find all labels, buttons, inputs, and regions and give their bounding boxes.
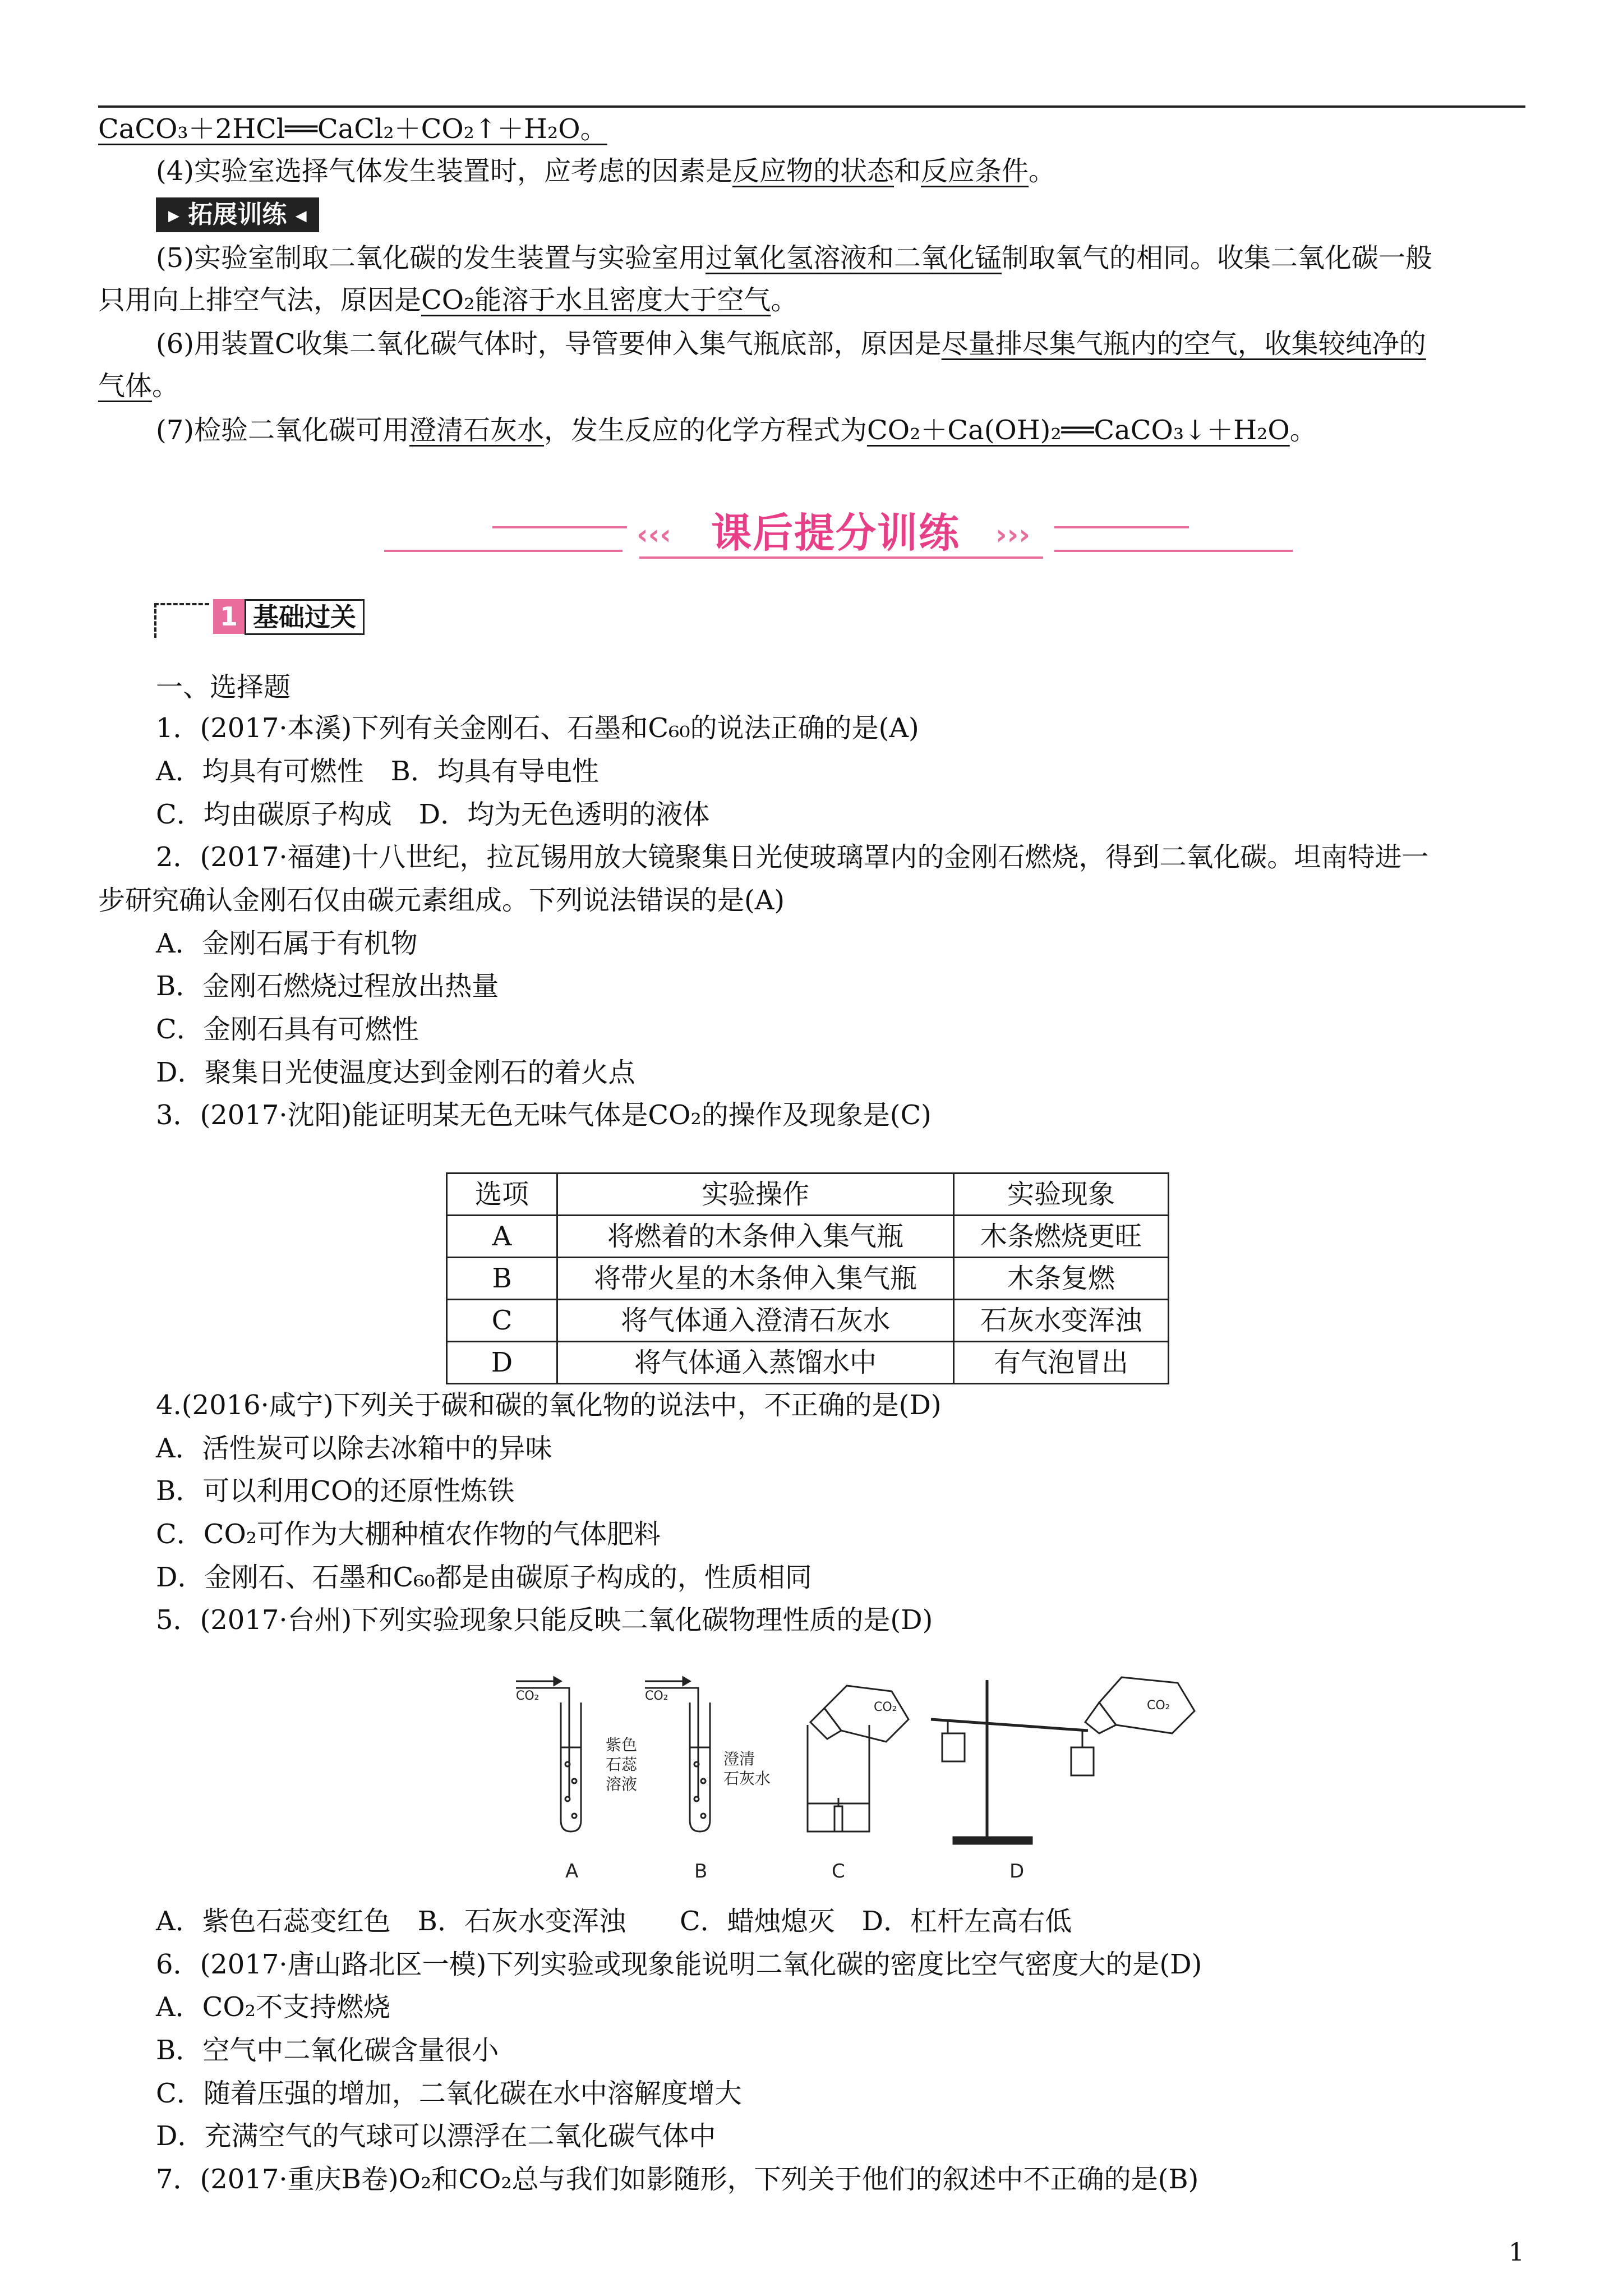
q4-option-a: A．活性炭可以除去冰箱中的异味 [156,1433,552,1464]
bubble [565,1762,570,1766]
q7-answer-1: 澄清石灰水 [409,415,545,446]
table-row [447,1216,1169,1258]
lever-beam [931,1719,1088,1731]
level-number: 1 [213,599,245,634]
extension-training-badge [156,197,319,232]
triangle-right-icon: ▶ [168,208,179,224]
q6-answer-cont: 气体 [98,370,153,402]
q6-option-b: B．空气中二氧化碳含量很小 [156,2035,499,2066]
bubble [701,1814,706,1818]
question-6: 6．(2017·唐山路北区一模)下列实验或现象能说明二氧化碳的密度比空气密度大的是(D) [156,1949,1202,1980]
table-cell: 将气体通入澄清石灰水 [557,1300,954,1342]
test-tube [561,1703,581,1832]
co2-label-b: CO₂ [645,1689,668,1703]
q7-answer-2: CO₂＋Ca(OH)₂══CaCO₃↓＋H₂O [867,415,1290,446]
q6-end: 。 [152,370,179,402]
caption-c: C [832,1860,845,1883]
title-line-left-1 [492,526,627,528]
q6-option-a: A．CO₂不支持燃烧 [156,1991,390,2023]
bubble [565,1797,570,1801]
table-cell: 将气体通入蒸馏水中 [557,1342,954,1384]
table-cell: 将带火星的木条伸入集气瓶 [557,1258,954,1300]
table-cell: 木条复燃 [954,1258,1169,1300]
q1-options-cd: C．均由碳原子构成 D．均为无色透明的液体 [156,799,710,830]
question-6-line-1 [156,327,1426,361]
q4-mid: 和 [894,155,921,187]
part-title: 一、选择题 [156,671,291,703]
question-5: 5．(2017·台州)下列实验现象只能反映二氧化碳物理性质的是(D) [156,1604,933,1636]
question-6-line-2 [98,369,179,403]
co2-label-c: CO₂ [874,1700,897,1714]
question-4: 4.(2016·咸宁)下列关于碳和碳的氧化物的说法中，不正确的是(D) [156,1389,942,1421]
q7-text: (7)检验二氧化碳可用 [156,415,409,446]
q2-option-b: B．金刚石燃烧过程放出热量 [156,970,499,1002]
table-header: 选项 [447,1174,557,1216]
chevron-left-icon: ‹‹‹ [637,518,671,551]
q4-end: 。 [1029,155,1056,187]
q1-options-ab: A．均具有可燃性 B．均具有导电性 [156,756,599,787]
q5-text: (5)实验室制取二氧化碳的发生装置与实验室用 [156,242,706,274]
liquid-label-a-2: 石蕊 [606,1755,638,1774]
q6-text: (6)用装置C收集二氧化碳气体时，导管要伸入集气瓶底部，原因是 [156,328,942,360]
beaker [808,1725,869,1832]
section-title: 课后提分训练 [711,509,960,556]
table-cell: A [447,1216,557,1258]
q5-mid: 制取氧气的相同。收集二氧化碳一般 [1002,242,1433,274]
badge-label: 拓展训练 [188,200,287,229]
liquid-label-a-1: 紫色 [606,1736,638,1754]
co2-label-a: CO₂ [516,1689,540,1703]
table-row [447,1300,1169,1342]
q4-option-d: D．金刚石、石墨和C₆₀都是由碳原子构成的，性质相同 [156,1562,812,1593]
q4-option-c: C．CO₂可作为大棚种植农作物的气体肥料 [156,1519,661,1550]
question-4-line [156,154,1055,188]
bubble [572,1814,577,1818]
q6-answer: 尽量排尽集气瓶内的空气，收集较纯净的 [941,328,1426,360]
level-dashed-left [154,603,156,638]
question-2-line-2: 步研究确认金刚石仅由碳元素组成。下列说法错误的是(A) [98,885,785,916]
q4-text: (4)实验室选择气体发生装置时，应考虑的因素是 [156,155,732,187]
table-row [447,1258,1169,1300]
level-dashed-top [154,603,209,605]
q4-answer-2: 反应条件 [921,155,1029,187]
q5-answer-2: CO₂能溶于水且密度大于空气 [421,284,771,316]
stand-base [953,1837,1032,1844]
caption-a: A [565,1860,579,1883]
table-cell: 有气泡冒出 [954,1342,1169,1384]
q6-option-c: C．随着压强的增加，二氧化碳在水中溶解度增大 [156,2078,742,2109]
question-2-line-1: 2．(2017·福建)十八世纪，拉瓦锡用放大镜聚集日光使玻璃罩内的金刚石燃烧，得到二氧化碳。坦南特进一 [156,841,1429,873]
co2-experiment-figure [505,1669,1211,1893]
candle [834,1806,842,1832]
table-row [447,1342,1169,1384]
question-7-line [156,413,1317,447]
co2-label-d: CO₂ [1147,1699,1170,1713]
q5-options: A．紫色石蕊变红色 B．石灰水变浑浊 C．蜡烛熄灭 D．杠杆左高右低 [156,1906,1072,1937]
q3-options-table [446,1172,1169,1384]
q6-option-d: D．充满空气的气球可以漂浮在二氧化碳气体中 [156,2120,716,2152]
question-1: 1．(2017·本溪)下列有关金刚石、石墨和C₆₀的说法正确的是(A) [156,712,919,744]
level-label: 基础过关 [245,599,365,635]
bubble [694,1797,699,1801]
q2-option-d: D．聚集日光使温度达到金刚石的着火点 [156,1057,635,1088]
chevron-right-icon: ››› [995,518,1030,551]
test-tube [690,1703,710,1832]
left-cup [942,1733,965,1761]
title-line-right-2 [1054,550,1293,552]
bubble [701,1779,706,1783]
bottle-neck [810,1708,841,1739]
q5-end: 。 [771,284,798,316]
caption-d: D [1009,1860,1025,1883]
question-5-line-2 [98,283,797,317]
caption-b: B [694,1860,708,1883]
right-cup [1071,1747,1094,1775]
table-cell: 将燃着的木条伸入集气瓶 [557,1216,954,1258]
table-header: 实验现象 [954,1174,1169,1216]
liquid-label-a-3: 溶液 [606,1775,638,1793]
arrow-head-icon [683,1677,690,1685]
q5-answer-1: 过氧化氢溶液和二氧化锰 [706,242,1002,274]
table-header-row [447,1174,1169,1216]
top-rule [98,105,1525,108]
question-5-line-1 [156,241,1432,275]
equation-line [98,112,607,146]
arrow-head-icon [554,1677,561,1685]
q7-mid: ，发生反应的化学方程式为 [544,415,868,446]
caco3-equation: CaCO₃＋2HCl══CaCl₂＋CO₂↑＋H₂O。 [98,113,607,145]
q2-option-c: C．金刚石具有可燃性 [156,1014,419,1045]
q2-option-a: A．金刚石属于有机物 [156,928,418,959]
table-header: 实验操作 [557,1174,954,1216]
title-line-right-1 [1054,526,1189,528]
bottle-neck [1085,1703,1116,1733]
table-cell: D [447,1342,557,1384]
q4-answer-1: 反应物的状态 [732,155,895,187]
q5-line2-text: 只用向上排空气法，原因是 [98,284,422,316]
triangle-left-icon: ◀ [295,208,307,224]
table-cell: B [447,1258,557,1300]
question-7: 7．(2017·重庆B卷)O₂和CO₂总与我们如影随形，下列关于他们的叙述中不正确的是(B) [156,2164,1199,2195]
title-line-left-2 [384,550,623,552]
liquid-label-b-1: 澄清 [723,1750,755,1768]
bubble [694,1762,699,1766]
liquid-label-b-2: 石灰水 [723,1769,771,1788]
table-cell: 石灰水变浑浊 [954,1300,1169,1342]
bubble [572,1779,577,1783]
table-cell: C [447,1300,557,1342]
q7-end: 。 [1289,415,1317,446]
table-cell: 木条燃烧更旺 [954,1216,1169,1258]
page-number: 1 [1509,2238,1524,2267]
q4-option-b: B．可以利用CO的还原性炼铁 [156,1475,515,1507]
question-3: 3．(2017·沈阳)能证明某无色无味气体是CO₂的操作及现象是(C) [156,1099,932,1131]
